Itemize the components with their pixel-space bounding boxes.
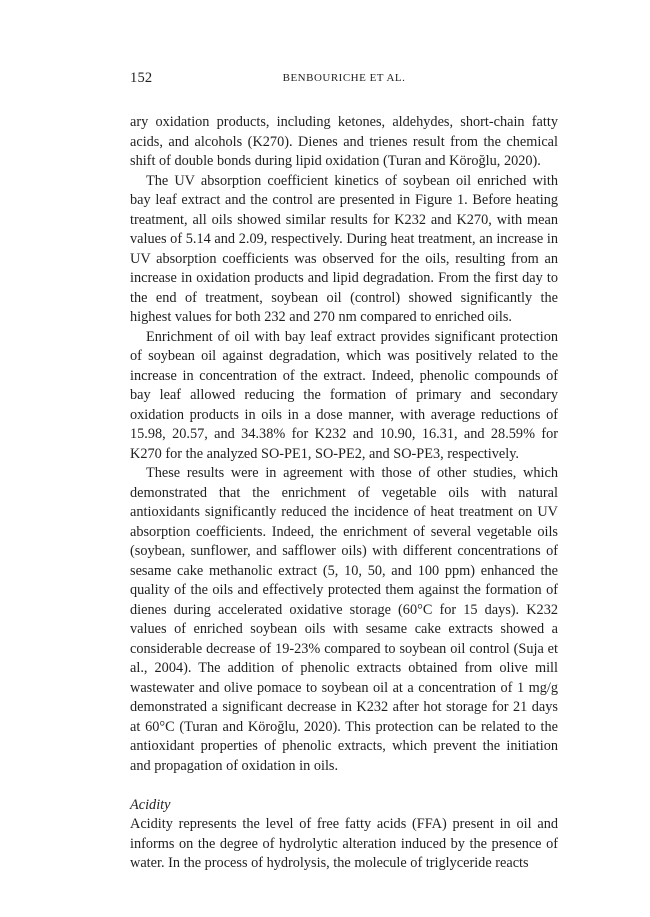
- paragraph-enrichment: Enrichment of oil with bay leaf extract provides significant protection of soybean oil against degradation, which was positively related to the increase in concentration of the extract. Indeed, phenolic compounds of bay leaf allowed reducing the formation of primary and secondary oxidation products in oils in a dose manner, with average reductions of 15.98, 20.57, and 34.38% for K232 and 10.90, 16.31, and 28.59% for K270 for the analyzed SO-PE1, SO-PE2, and SO-PE3, respectively.: [130, 328, 558, 462]
- section-heading: Acidity: [130, 796, 171, 813]
- paragraph-acidity: Acidity represents the level of free fatty acids (FFA) present in oil and informs on the degree of hydrolytic alteration induced by the presence of water. In the process of hydrolysis, the molecule of triglyceride reacts: [130, 816, 558, 871]
- paragraph-uv-kinetics: The UV absorption coefficient kinetics of soybean oil enriched with bay leaf extract and the control are presented in Figure 1. Before heating treatment, all oils showed similar results for K232 and K270, with mean values of 5.14 and 2.09, respectively. During heat treatment, an increase in UV absorption coefficients was observed for the oils, resulting from an increase in oxidation products and lipid degradation. From the first day to the end of treatment, soybean oil (control) showed significantly the highest values for both 232 and 270 nm compared to enriched oils.: [130, 172, 558, 325]
- page-number: 152: [130, 70, 153, 86]
- page-header: [130, 70, 558, 90]
- paragraph-continued: ary oxidation products, including ketones, aldehydes, short-chain fatty acids, and alcohols (K270). Dienes and trienes result from the chemical shift of double bonds during lipid oxidation (Turan and Köroğlu, 2020).: [130, 114, 558, 169]
- paragraph-other-studies: These results were in agreement with those of other studies, which demonstrated that the enrichment of vegetable oils with natural antioxidants significantly reduced the incidence of heat treatment on UV absorption coefficients. Indeed, the enrichment of several vegetable oils (soybean, sunflower, and safflower oils) with different concentrations of sesame cake methanolic extract (5, 10, 50, and 100 ppm) enhanced the quality of the oils and effectively protected them against the formation of dienes during accelerated oxidative storage (60°C for 15 days). K232 values of enriched soybean oils with sesame cake extracts showed a considerable decrease of 19-23% compared to soybean oil control (Suja et al., 2004). The addition of phenolic extracts obtained from olive mill wastewater and olive pomace to soybean oil at a concentration of 1 mg/g demonstrated a significant decrease in K232 after hot storage for 21 days at 60°C (Turan and Köroğlu, 2020). This protection can be related to the antioxidant properties of phenolic extracts, which prevent the initiation and propagation of oxidation in oils.: [130, 465, 558, 774]
- body-text: [130, 113, 558, 874]
- running-head: BENBOURICHE ET AL.: [282, 72, 406, 84]
